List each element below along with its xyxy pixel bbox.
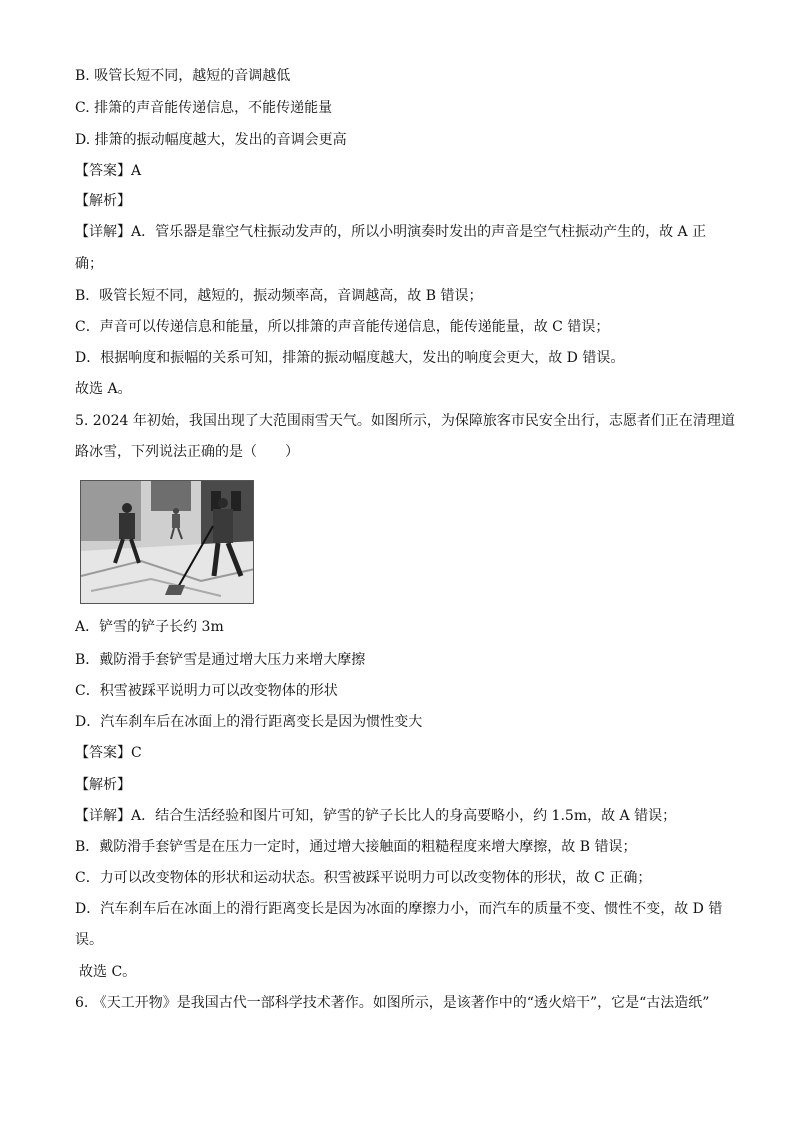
- explanation-c: C．声音可以传递信息和能量，所以排箫的声音能传递信息，能传递能量，故 C 错误；: [75, 319, 610, 335]
- question-5-stem-cont: 路冰雪，下列说法正确的是（ ）: [75, 444, 299, 460]
- option-b: B．戴防滑手套铲雪是通过增大压力来增大摩擦: [75, 652, 366, 668]
- option-d: D．汽车刹车后在冰面上的滑行距离变长是因为惯性变大: [75, 714, 423, 730]
- option-c: C．积雪被踩平说明力可以改变物体的形状: [75, 683, 338, 699]
- analysis-label: 【解析】: [75, 777, 131, 793]
- conclusion: 故选 A。: [75, 381, 132, 397]
- answer-label: 【答案】C: [75, 745, 142, 761]
- explanation-d: D．根据响度和振幅的关系可知，排箫的振动幅度越大，发出的响度会更大，故 D 错误。: [75, 350, 625, 366]
- explanation-c: C．力可以改变物体的形状和运动状态。积雪被踩平说明力可以改变物体的形状，故 C 正确；: [75, 870, 652, 886]
- explanation-a: 【详解】A．结合生活经验和图片可知，铲雪的铲子长比人的身高要略小，约 1.5m，故 A 错误；: [75, 808, 677, 824]
- answer-label: 【答案】A: [75, 163, 142, 179]
- option-d: D. 排箫的振动幅度越大，发出的音调会更高: [75, 132, 347, 148]
- explanation-b: B．吸管长短不同，越短的，振动频率高，音调越高，故 B 错误；: [75, 288, 483, 304]
- explanation-d: D．汽车刹车后在冰面上的滑行距离变长是因为冰面的摩擦力小，而汽车的质量不变、惯性不变，故 D 错: [75, 901, 723, 917]
- question-5-stem: 5. 2024 年初始，我国出现了大范围雨雪天气。如图所示，为保障旅客市民安全出行，志愿者们正在清理道: [75, 413, 735, 429]
- analysis-label: 【解析】: [75, 193, 131, 209]
- option-a: A．铲雪的铲子长约 3m: [75, 619, 224, 635]
- explanation-b: B．戴防滑手套铲雪是在压力一定时，通过增大接触面的粗糙程度来增大摩擦，故 B 错误；: [75, 839, 637, 855]
- option-b: B. 吸管长短不同，越短的音调越低: [75, 68, 291, 84]
- explanation-d-cont: 误。: [75, 932, 103, 948]
- snow-clearing-photo: [80, 480, 254, 604]
- conclusion: 故选 C。: [79, 964, 137, 980]
- explanation-a-cont: 确；: [75, 256, 103, 272]
- option-c: C. 排箫的声音能传递信息，不能传递能量: [75, 100, 333, 116]
- question-6-stem: 6. 《天工开物》是我国古代一部科学技术著作。如图所示，是该著作中的“透火焙干”，它是“古法造纸”: [75, 995, 710, 1011]
- explanation-a: 【详解】A．管乐器是靠空气柱振动发声的，所以小明演奏时发出的声音是空气柱振动产生的，故 A 正: [75, 224, 707, 240]
- snow-clearing-illustration: [81, 481, 254, 604]
